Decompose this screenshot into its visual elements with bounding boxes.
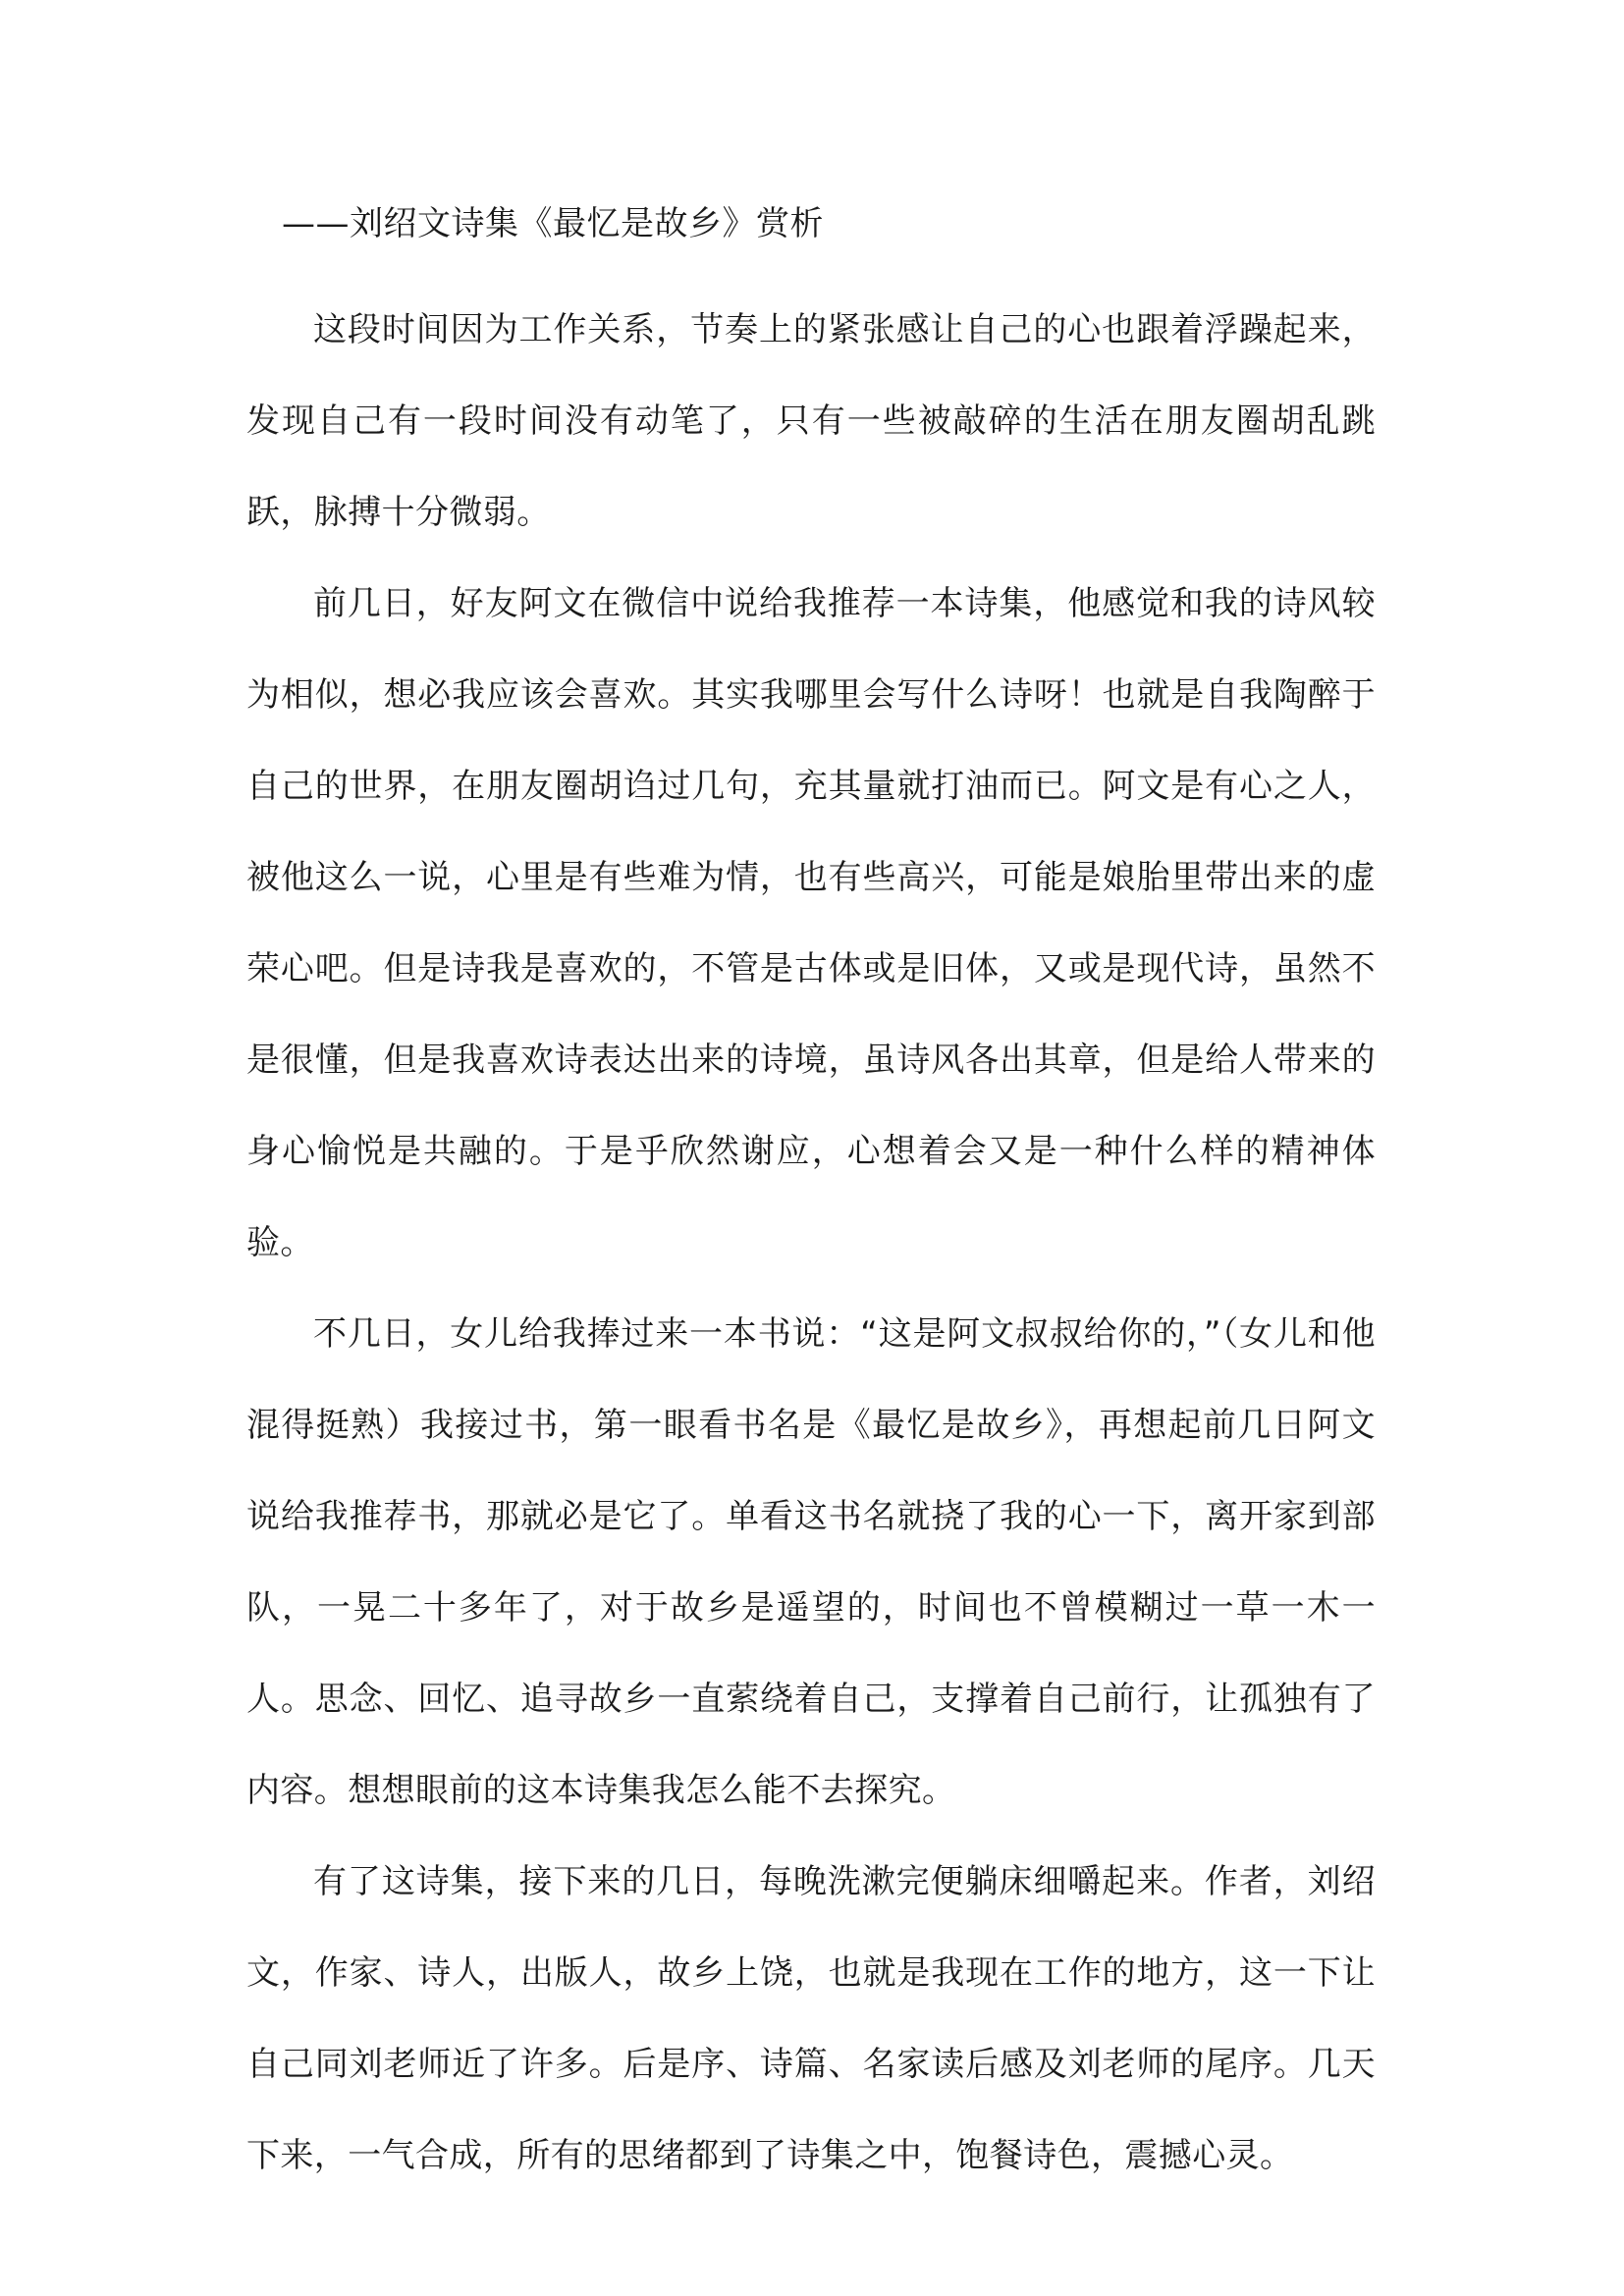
paragraph-1: 这段时间因为工作关系，节奏上的紧张感让自己的心也跟着浮躁起来，发现自己有一段时间没有动笔了，只有一些被敲碎的生活在朋友圈胡乱跳跃，脉搏十分微弱。 [246,310,1376,532]
paragraph-3: 不几日，女儿给我捧过来一本书说：“这是阿文叔叔给你的，”（女儿和他混得挺熟）我接过书，第一眼看书名是《最忆是故乡》，再想起前几日阿文说给我推荐书，那就必是它了。单看这书名就挠了我的心一下，离开家到部队，一晃二十多年了，对于故乡是遥望的，时间也不曾模糊过一草一木一人。思念、回忆、追寻故乡一直萦绕着自己，支撑着自己前行，让孤独有了内容。想想眼前的这本诗集我怎么能不去探究。 [246,1314,1376,1810]
document-body [246,285,1376,2202]
paragraph-2: 前几日，好友阿文在微信中说给我推荐一本诗集，他感觉和我的诗风较为相似，想必我应该会喜欢。其实我哪里会写什么诗呀！也就是自我陶醉于自己的世界，在朋友圈胡诌过几句，充其量就打油而已。阿文是有心之人，被他这么一说，心里是有些难为情，也有些高兴，可能是娘胎里带出来的虚荣心吧。但是诗我是喜欢的，不管是古体或是旧体，又或是现代诗，虽然不是很懂，但是我喜欢诗表达出来的诗境，虽诗风各出其章，但是给人带来的身心愉悦是共融的。于是乎欣然谢应，心想着会又是一种什么样的精神体验。 [246,584,1376,1262]
document-subtitle: ——刘绍文诗集《最忆是故乡》赏析 [282,204,824,243]
paragraph-4: 有了这诗集，接下来的几日，每晚洗漱完便躺床细嚼起来。作者，刘绍文，作家、诗人，出版人，故乡上饶，也就是我现在工作的地方，这一下让自己同刘老师近了许多。后是序、诗篇、名家读后感及刘老师的尾序。几天下来，一气合成，所有的思绪都到了诗集之中，饱餐诗色，震撼心灵。 [246,1862,1376,2175]
